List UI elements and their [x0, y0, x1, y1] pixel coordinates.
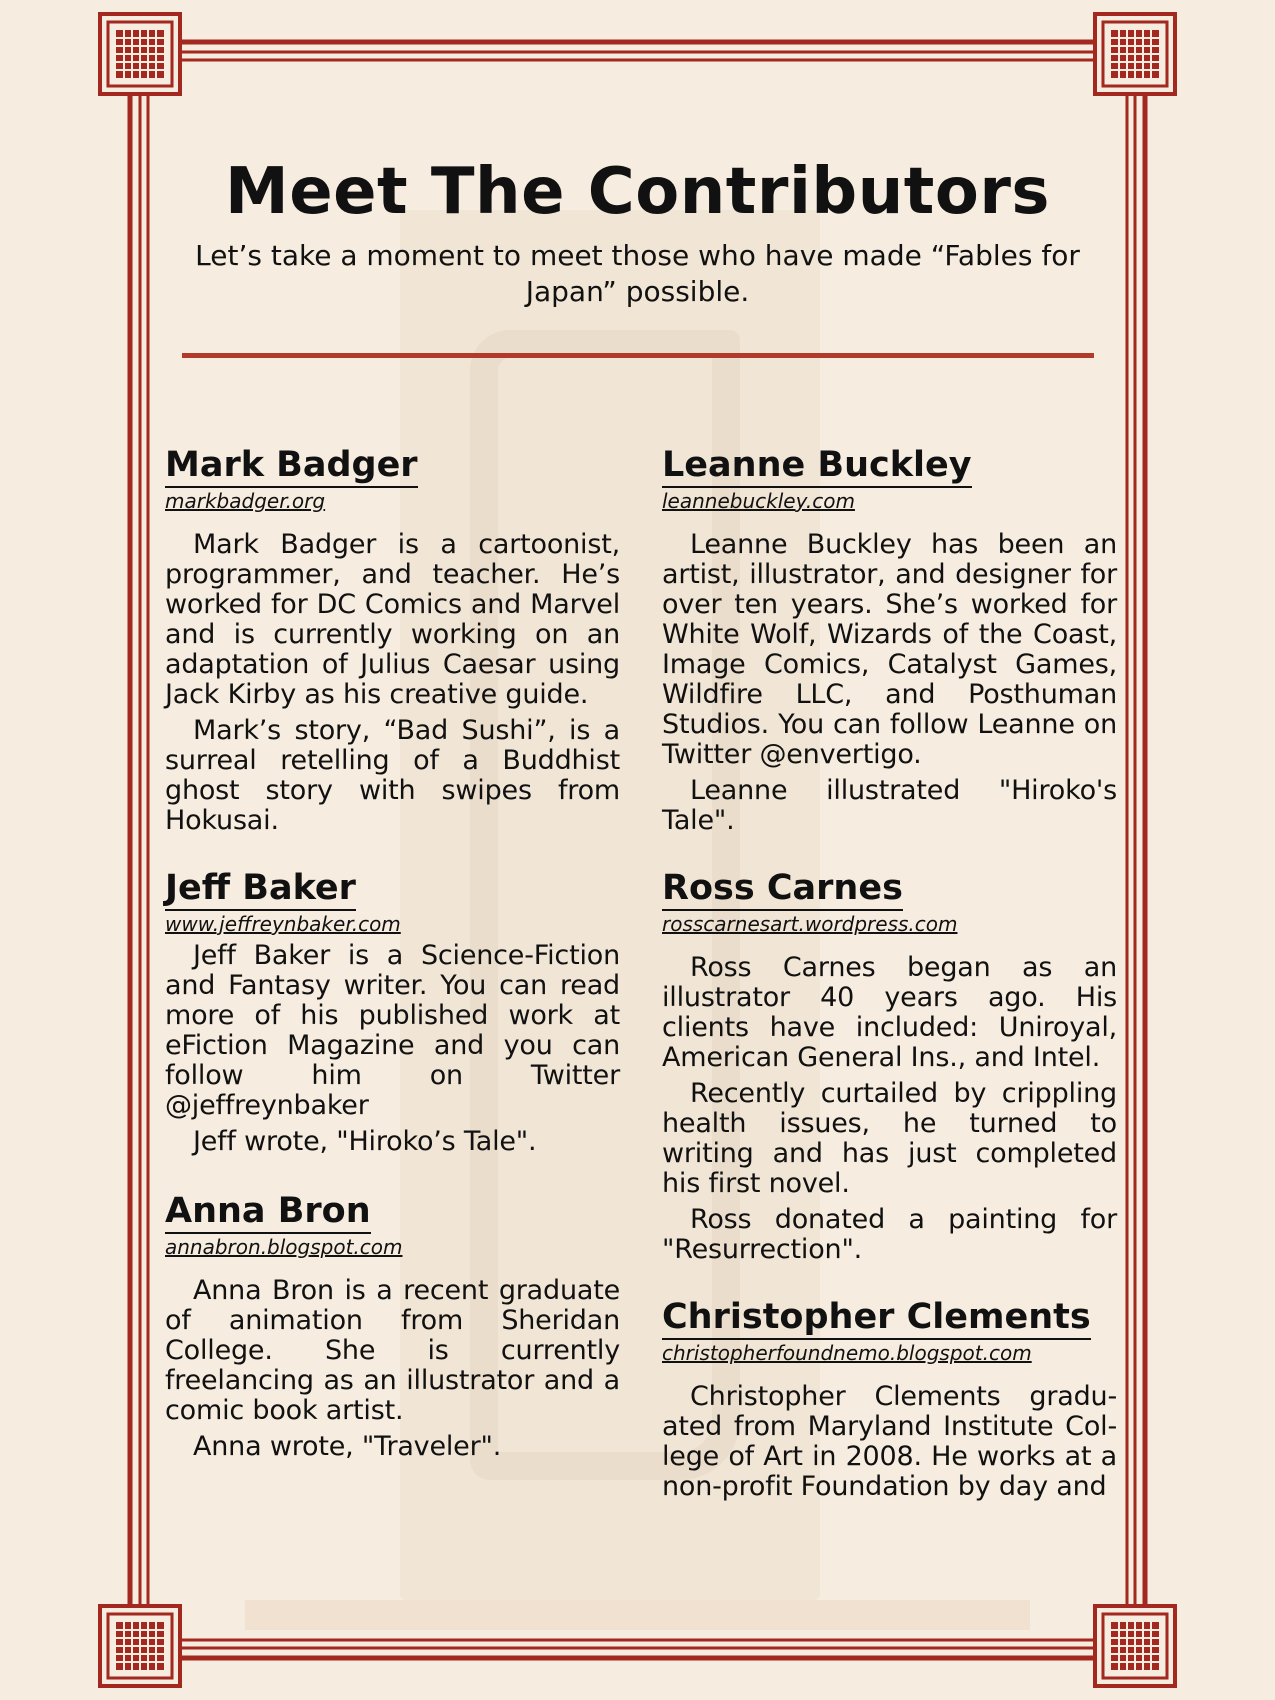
contributor-url[interactable]: rosscarnesart.wordpress.com [662, 912, 958, 936]
contributor-name: Jeff Baker [165, 868, 356, 911]
corner-knot-bottom-left [100, 1606, 180, 1686]
contributor-url[interactable]: annabron.blogspot.com [165, 1235, 403, 1259]
bio-paragraph: Christopher Clements gradu-ated from Maryland Institute Col-lege of Art in 2008. He works at a non-profit Foundation by day and [662, 1381, 1117, 1502]
corner-knot-top-right [1095, 14, 1175, 94]
story-paragraph: Leanne illustrated "Hiroko's Tale". [662, 775, 1117, 836]
contributor-leanne-buckley [662, 445, 1117, 836]
story-paragraph: Ross donated a painting for "Resurrection". [662, 1204, 1117, 1265]
bio-paragraph: Jeff Baker is a Science-Fiction and Fantasy writer. You can read more of his published work at eFiction Magazine and you can follow him on Twitter @jeffreynbaker [165, 940, 620, 1121]
corner-knot-top-left [100, 14, 180, 94]
contributor-name: Christopher Clements [662, 1297, 1091, 1340]
bio-paragraph: Ross Carnes began as an illustrator 40 years ago. His clients have included: Uniroyal, American General Ins., and Intel. [662, 952, 1117, 1073]
bio-paragraph: Recently curtailed by crippling health issues, he turned to writing and has just completed his first novel. [662, 1078, 1117, 1199]
contributor-mark-badger [165, 445, 620, 836]
contributor-ross-carnes [662, 868, 1117, 1265]
contributor-anna-bron [165, 1191, 620, 1462]
page-subtitle: Let’s take a moment to meet those who have made “Fables for Japan” possible. [195, 239, 1080, 308]
story-paragraph: Mark’s story, “Bad Sushi”, is a surreal retelling of a Buddhist ghost story with swipes from Hokusai. [165, 715, 620, 836]
contributor-name: Leanne Buckley [662, 445, 972, 488]
contributor-christopher-clements [662, 1297, 1117, 1502]
contributor-url[interactable]: markbadger.org [165, 489, 326, 513]
bio-paragraph: Anna Bron is a recent graduate of animation from Sheridan College. She is currently freelancing as an illustrator and a comic book artist. [165, 1275, 620, 1426]
contributor-jeff-baker [165, 868, 620, 1157]
contributor-name: Anna Bron [165, 1191, 371, 1234]
left-column [165, 445, 620, 1494]
contributor-name: Ross Carnes [662, 868, 903, 911]
contributor-url[interactable]: leannebuckley.com [662, 489, 855, 513]
contributor-url[interactable]: www.jeffreynbaker.com [165, 912, 401, 936]
page-title: Meet The Contributors [225, 155, 1050, 229]
header-divider [182, 353, 1094, 358]
contributor-url[interactable]: christopherfoundnemo.blogspot.com [662, 1341, 1032, 1365]
story-paragraph: Jeff wrote, "Hiroko’s Tale". [193, 1126, 537, 1157]
contributor-name: Mark Badger [165, 445, 418, 488]
bio-paragraph: Mark Badger is a cartoonist, programmer, and teacher. He’s worked for DC Comics and Marvel and is currently working on an adaptation of Julius Caesar using Jack Kirby as his creative guide. [165, 529, 620, 710]
right-column [662, 445, 1117, 1534]
bio-paragraph: Leanne Buckley has been an artist, illustrator, and designer for over ten years. She’s worked for White Wolf, Wizards of the Coast, Image Comics, Catalyst Games, Wildfire LLC, and Posthuman Studios. You can follow Leanne on Twitter @envertigo. [662, 529, 1117, 770]
story-paragraph: Anna wrote, "Traveler". [193, 1431, 502, 1462]
corner-knot-bottom-right [1095, 1606, 1175, 1686]
